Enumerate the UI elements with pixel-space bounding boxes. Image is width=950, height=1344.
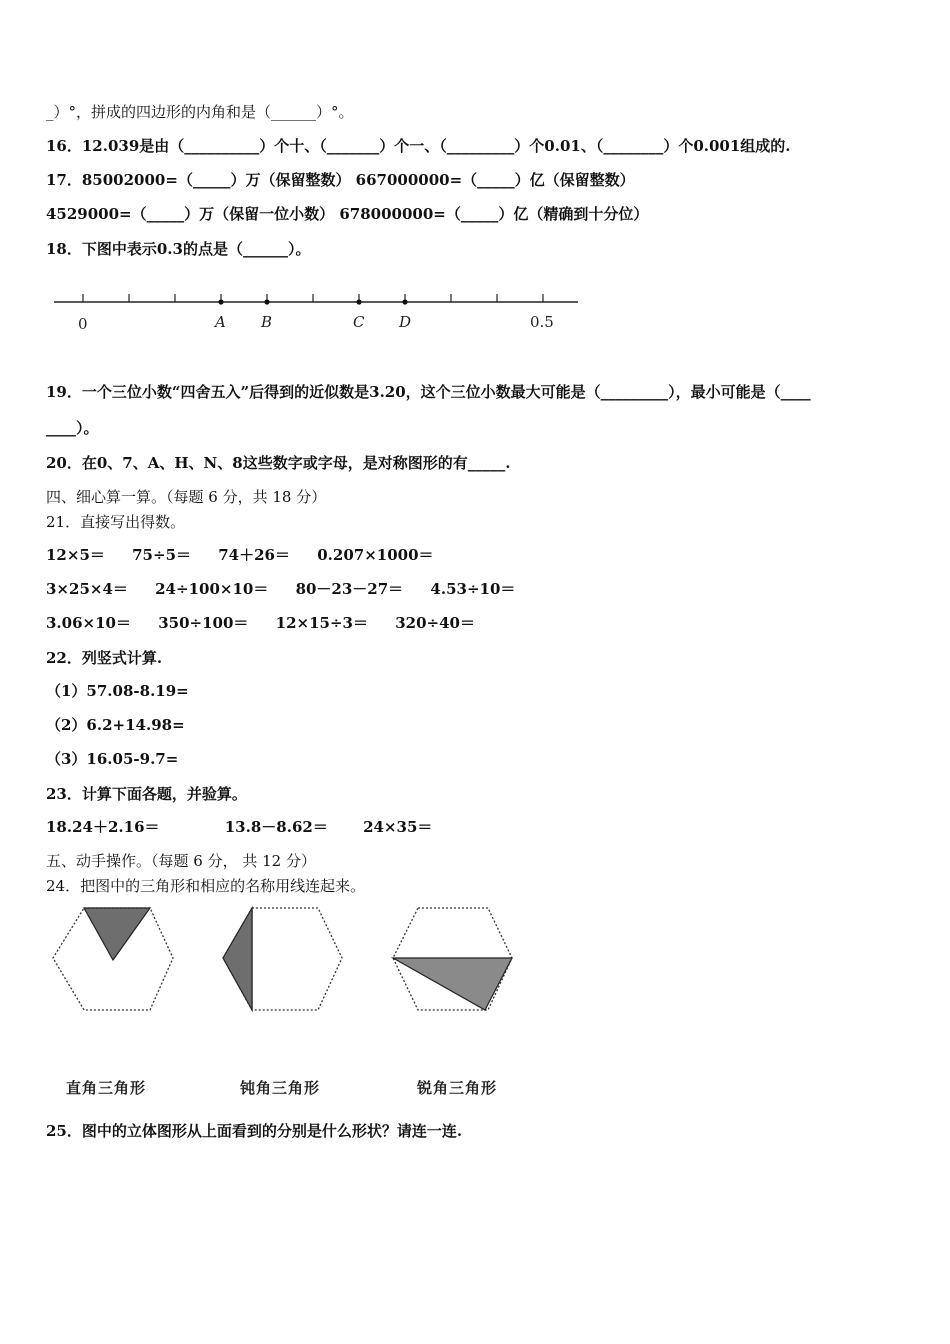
label-zero: 0 [78,315,88,333]
point-b-dot [264,299,269,304]
question-18: 18．下图中表示0.3的点是（______）。 [46,240,311,258]
label-obtuse-triangle: 钝角三角形 [240,1079,321,1097]
question-24: 24．把图中的三角形和相应的名称用线连起来。 [46,877,366,895]
label-b: B [261,313,273,331]
calc-item: 74＋26＝ [218,546,290,564]
question-22-3: （3）16.05-9.7= [46,750,179,768]
question-20: 20．在0、7、A、H、N、8这些数字或字母，是对称图形的有_____. [46,454,511,472]
question-16: 16．12.039是由（__________）个十、（_______）个一、（_________）个0.01、（________）个0.001组成的. [46,137,791,155]
q23-row [46,817,432,837]
calc-item: 12×5＝ [46,546,105,564]
calc-item: 0.207×1000＝ [317,546,434,564]
calc-item: 3×25×4＝ [46,580,128,598]
fill-blank-line-top: _）°，拼成的四边形的内角和是（______）°。 [46,103,354,121]
label-a: A [215,313,226,331]
number-line-figure [46,285,586,335]
calc-item: 80－23－27＝ [295,580,404,598]
calc-item: 24×35＝ [363,818,433,836]
calc-item: 4.53÷10＝ [430,580,516,598]
calc-item: 24÷100×10＝ [155,580,269,598]
question-22-1: （1）57.08-8.19= [46,682,189,700]
calc-item: 18.24＋2.16＝ [46,818,160,836]
calc-item: 320÷40＝ [395,614,475,632]
question-21: 21．直接写出得数。 [46,513,186,531]
question-22-2: （2）6.2+14.98= [46,716,185,734]
calc-item: 3.06×10＝ [46,614,131,632]
calc-item: 13.8－8.62＝ [224,818,328,836]
triangle-2 [223,908,252,1010]
triangle-1 [84,908,150,960]
q21-row-2 [46,579,515,599]
calc-item: 75÷5＝ [132,546,192,564]
question-23: 23．计算下面各题，并验算。 [46,785,247,803]
point-c-dot [356,299,361,304]
section-4-heading: 四、细心算一算。（每题 6 分，共 18 分） [46,488,327,506]
question-25: 25．图中的立体图形从上面看到的分别是什么形状？请连一连. [46,1122,463,1140]
label-half: 0.5 [530,313,554,331]
calc-item: 12×15÷3＝ [275,614,368,632]
point-a-dot [218,299,223,304]
question-19-b: ____）。 [46,419,99,437]
number-line-ticks [83,294,543,302]
q21-row-3 [46,613,475,633]
calc-item: 350÷100＝ [158,614,249,632]
label-right-triangle: 直角三角形 [66,1079,147,1097]
question-17-a: 17．85002000=（_____）万（保留整数） 667000000=（_____）亿（保留整数） [46,171,635,189]
hexagon-triangle-figures [40,900,540,1025]
question-22: 22．列竖式计算. [46,649,163,667]
label-c: C [353,313,365,331]
label-d: D [399,313,412,331]
question-19-a: 19．一个三位小数“四舍五入”后得到的近似数是3.20，这个三位小数最大可能是（_________），最小可能是（____ [46,383,811,401]
question-17-b: 4529000=（_____）万（保留一位小数） 678000000=（_____）亿（精确到十分位） [46,205,649,223]
label-acute-triangle: 锐角三角形 [417,1079,498,1097]
triangle-3 [393,958,512,1010]
q21-row-1 [46,545,434,565]
section-5-heading: 五、动手操作。（每题 6 分， 共 12 分） [46,852,316,870]
point-d-dot [402,299,407,304]
